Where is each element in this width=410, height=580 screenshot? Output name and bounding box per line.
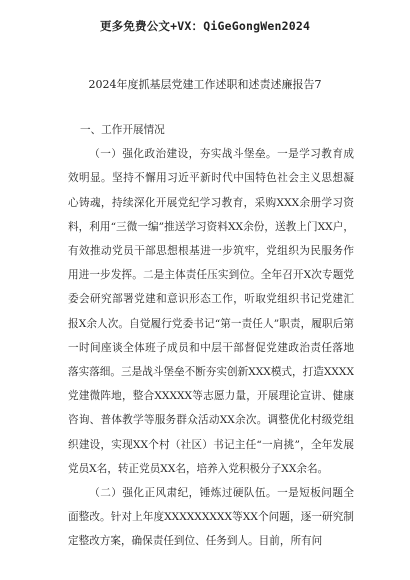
document-title: 2024年度抓基层党建工作述职和述责述廉报告7 [88, 78, 322, 91]
paragraph-political-construction: （一）强化政治建设，夯实战斗堡垒。一是学习教育成效明显。坚持不懈用习近平新时代中国特色社会主义思想凝心铸魂，持续深化开展党纪学习教育，采购XXX余册学习资料，利用“三微一编”推送学习资料XX余份，送教上门XX户，有效推动党员干部思想根基进一步筑牢，党组织为民服务作用进一步发挥。二是主体责任压实到位。全年召开X次专题党委会研究部署党建和意识形态工作，听取党组织书记党建汇报X余人次。自觉履行党委书记“第一责任人”职责，履职后第一时间座谈全体班子成员和中层干部督促党建政治责任落地落实落细。三是战斗堡垒不断夯实创新XXX模式，打造XXXX党建微阵地，整合XXXXX等志愿力量，开展理论宣讲、健康咨询、普体教学等服务群众活动XX余次。调整优化村级党组织建设，实现XX个村（社区）书记主任“一肩挑”，全年发展党员X名，转正党员XX名，培养入党积极分子XX余名。 [68, 148, 354, 475]
promo-header: 更多免费公文+VX：QiGeGongWen2024 [99, 19, 311, 33]
paragraph-discipline: （二）强化正风肃纪，锤炼过硬队伍。一是短板问题全面整改。针对上年度XXXXXXXXX等XX个问题，逐一研究制定整改方案，确保责任到位、任务到人。目前，所有问 [68, 487, 354, 548]
document-body [68, 118, 354, 554]
section-heading: 一、工作开展情况 [80, 124, 165, 136]
